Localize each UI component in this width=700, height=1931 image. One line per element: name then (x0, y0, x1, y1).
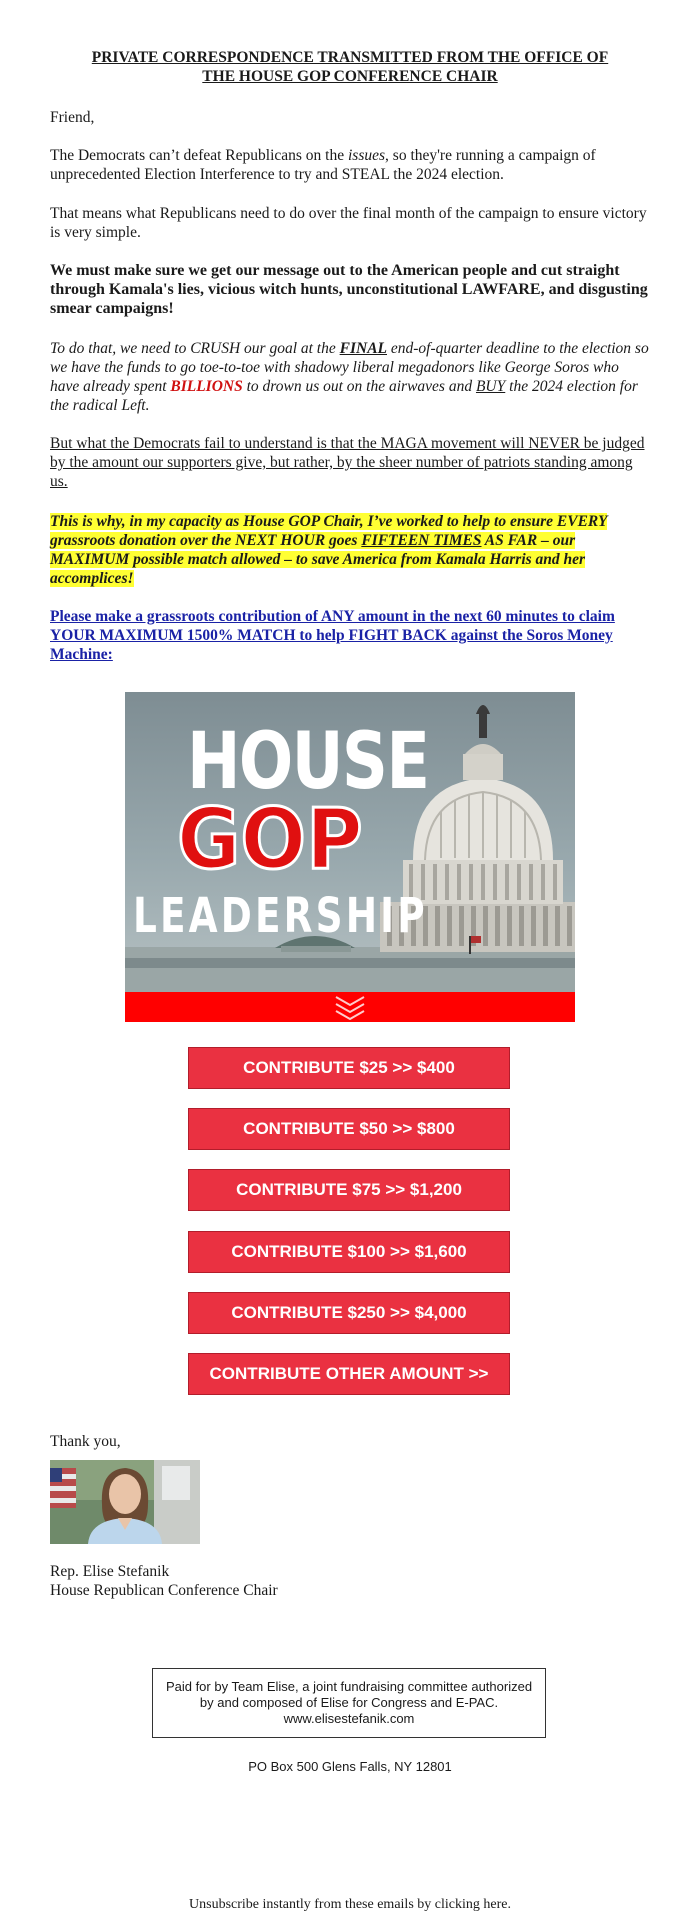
contribute-other-amount-button[interactable]: CONTRIBUTE OTHER AMOUNT >> (188, 1353, 510, 1395)
p1-text-a: The Democrats can’t defeat Republicans on the (50, 147, 348, 164)
contribute-25-button[interactable]: CONTRIBUTE $25 >> $400 (188, 1047, 510, 1089)
contribute-100-button[interactable]: CONTRIBUTE $100 >> $1,600 (188, 1231, 510, 1273)
p4-text-b: end-of-quarter deadline to the election so we have the funds to go toe-to-toe with shadowy liberal megadonors like George Soros who have already spent (50, 340, 649, 395)
p6-text-a: This is why, in my capacity as House GOP Chair, I’ve worked to help to ensure EVERY grassroots donation over the NEXT HOUR goes (50, 513, 608, 549)
paragraph-message: We must make sure we get our message out to the American people and cut straight through Kamala's lies, vicious witch hunts, unconstitutional LAWFARE, and disgusting smear campaigns! (50, 262, 648, 317)
paid-for-disclaimer: Paid for by Team Elise, a joint fundraising committee authorized by and composed of Elise for Congress and E-PAC. www.elisestefanik.com (152, 1668, 546, 1738)
p4-buy: BUY (475, 378, 506, 395)
contribution-link[interactable]: Please make a grassroots contribution of ANY amount in the next 60 minutes to claim YOUR MAXIMUM 1500% MATCH to help FIGHT BACK against the Soros Money Machine: (50, 608, 615, 663)
banner-leadership-text: LEADERSHIP (133, 888, 428, 944)
p4-text-a: To do that, we need to CRUSH our goal at the (50, 340, 340, 357)
header-line-2: THE HOUSE GOP CONFERENCE CHAIR (202, 68, 498, 85)
p6-fifteen-times: FIFTEEN TIMES (361, 532, 482, 549)
p4-final: FINAL (339, 340, 387, 357)
email-header (50, 48, 650, 86)
banner-house-text: HOUSE (187, 717, 429, 807)
house-gop-leadership-banner[interactable] (125, 692, 575, 1022)
contribute-75-button[interactable]: CONTRIBUTE $75 >> $1,200 (188, 1169, 510, 1211)
signature-title: House Republican Conference Chair (50, 1582, 278, 1599)
thank-you: Thank you, (50, 1433, 121, 1450)
p4-text-c: to drown us out on the airwaves and (242, 378, 476, 395)
p1-issues: issues (347, 147, 386, 164)
paragraph-match (50, 512, 650, 588)
greeting: Friend, (50, 109, 95, 126)
contribution-cta (50, 607, 650, 664)
paragraph-election-interference (50, 146, 650, 184)
banner-gop-text: GOP (177, 790, 363, 888)
signature-block (50, 1562, 650, 1600)
p4-billions: BILLIONS (170, 378, 243, 395)
mailing-address: PO Box 500 Glens Falls, NY 12801 (248, 1759, 452, 1774)
unsubscribe-link[interactable]: Unsubscribe instantly from these emails by clicking here. (189, 1897, 511, 1912)
signature-name: Rep. Elise Stefanik (50, 1563, 170, 1580)
p6-text-b: AS FAR – our MAXIMUM possible match allowed – to save America from Kamala Harris and her accomplices! (50, 532, 586, 587)
contribute-50-button[interactable]: CONTRIBUTE $50 >> $800 (188, 1108, 510, 1150)
paragraph-crush-goal (50, 339, 650, 415)
contribute-250-button[interactable]: CONTRIBUTE $250 >> $4,000 (188, 1292, 510, 1334)
chevron-down-icon (332, 994, 368, 1020)
paragraph-maga-movement: But what the Democrats fail to understand is that the MAGA movement will NEVER be judged by the amount our supporters give, but rather, by the sheer number of patriots standing among us. (50, 435, 645, 490)
p1-text-b: , so they're running a campaign of unprecedented Election Interference to try and STEAL the 2024 election. (50, 147, 596, 183)
signature-photo (50, 1460, 200, 1544)
portrait-image (50, 1460, 200, 1544)
paragraph-victory: That means what Republicans need to do over the final month of the campaign to ensure victory is very simple. (50, 205, 647, 241)
p4-text-d: the 2024 election for the radical Left. (50, 378, 638, 414)
header-line-1: PRIVATE CORRESPONDENCE TRANSMITTED FROM THE OFFICE OF (91, 49, 609, 66)
